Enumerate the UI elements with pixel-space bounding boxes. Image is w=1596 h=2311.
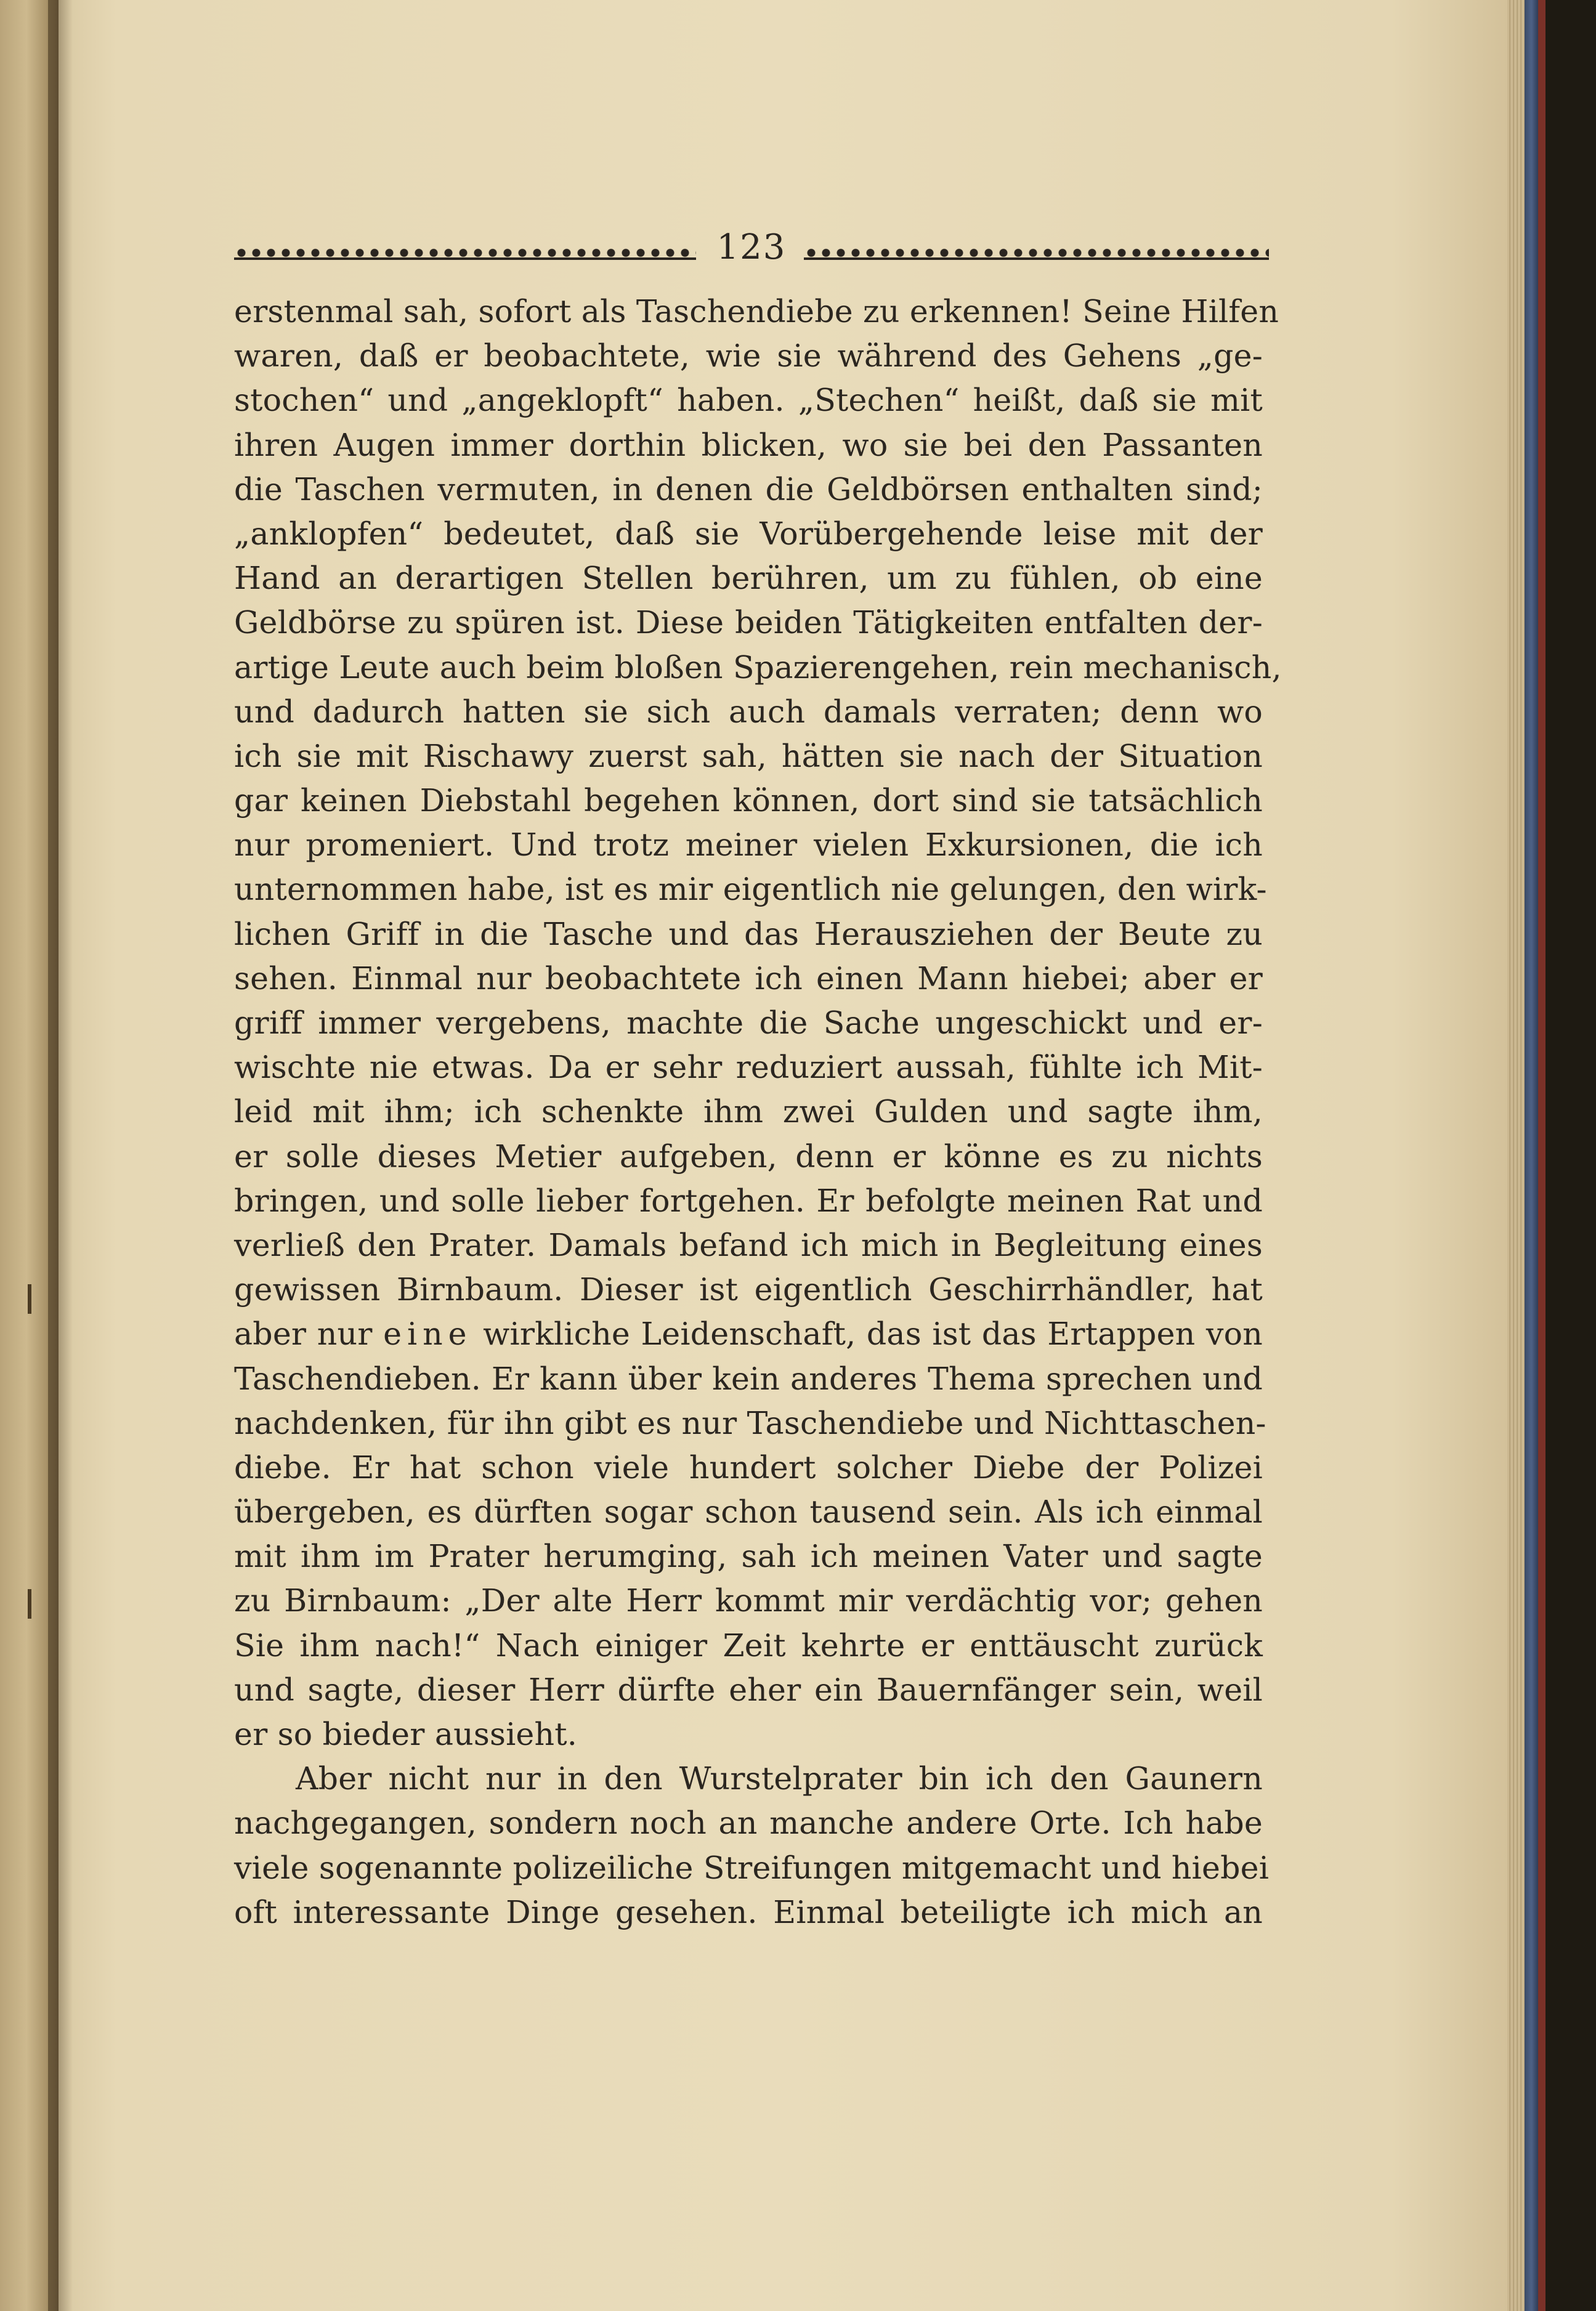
text-line: ihren Augen immer dorthin blicken, wo sie bei den Passanten <box>234 426 1263 463</box>
header-ornament-left <box>234 239 696 260</box>
text-line: lichen Griff in die Tasche und das Herausziehen der Beute zu <box>234 915 1263 952</box>
text-line: Sie ihm nach!“ Nach einiger Zeit kehrte er enttäuscht zurück <box>234 1627 1263 1664</box>
text-line: gewissen Birnbaum. Dieser ist eigentlich Geschirrhändler, hat <box>234 1271 1263 1308</box>
text-line: wischte nie etwas. Da er sehr reduziert aussah, fühlte ich Mit- <box>234 1049 1263 1086</box>
text-line: übergeben, es dürften sogar schon tausend sein. Als ich einmal <box>234 1494 1263 1531</box>
margin-mark <box>28 1589 31 1619</box>
text-line: verließ den Prater. Damals befand ich mich in Begleitung eines <box>234 1226 1263 1263</box>
text-line: nachgegangen, sondern noch an manche andere Orte. Ich habe <box>234 1805 1263 1842</box>
text-line: Aber nicht nur in den Wurstelprater bin ich den Gaunern <box>296 1760 1263 1797</box>
emphasized-word: eine <box>383 1316 472 1353</box>
text-line: ich sie mit Rischawy zuerst sah, hätten sie nach der Situation <box>234 737 1263 774</box>
text-line: sehen. Einmal nur beobachtete ich einen Mann hiebei; aber er <box>234 960 1263 997</box>
book-cover-edge <box>1525 0 1538 2311</box>
text-line: unternommen habe, ist es mir eigentlich nie gelungen, den wirk- <box>234 871 1267 908</box>
book-cover-red-edge <box>1538 0 1545 2311</box>
text-line: oft interessante Dinge gesehen. Einmal beteiligte ich mich an <box>234 1893 1263 1930</box>
text-line: artige Leute auch beim bloßen Spazierengehen, rein mechanisch, <box>234 649 1282 686</box>
text-line: viele sogenannte polizeiliche Streifungen mitgemacht und hiebei <box>234 1849 1270 1886</box>
text-line: Hand an derartigen Stellen berühren, um zu fühlen, ob eine <box>234 560 1263 597</box>
text-segment: aber nur <box>234 1316 373 1353</box>
text-line: er so bieder aussieht. <box>234 1716 577 1752</box>
text-line: Taschendieben. Er kann über kein anderes Thema sprechen und <box>234 1360 1263 1397</box>
text-line: bringen, und solle lieber fortgehen. Er befolgte meinen Rat und <box>234 1182 1263 1219</box>
text-segment: wirkliche Leidenschaft, das ist das Ertappen von <box>483 1316 1263 1353</box>
text-line: und sagte, dieser Herr dürfte eher ein Bauernfänger sein, weil <box>234 1671 1263 1708</box>
page-stack-edge <box>1507 0 1525 2311</box>
text-line: erstenmal sah, sofort als Taschendiebe zu erkennen! Seine Hilfen <box>234 293 1279 330</box>
margin-mark <box>28 1284 31 1314</box>
text-line: griff immer vergebens, machte die Sache ungeschickt und er- <box>234 1005 1263 1041</box>
text-line: stochen“ und „angeklopft“ haben. „Stechen“ heißt, daß sie mit <box>234 382 1263 419</box>
running-header <box>234 229 1269 272</box>
text-line: leid mit ihm; ich schenkte ihm zwei Gulden und sagte ihm, <box>234 1093 1263 1130</box>
text-line: nachdenken, für ihn gibt es nur Taschendiebe und Nichttaschen- <box>234 1404 1266 1441</box>
body-text <box>234 289 1282 1935</box>
text-line: diebe. Er hat schon viele hundert solcher Diebe der Polizei <box>234 1449 1263 1486</box>
text-line: waren, daß er beobachtete, wie sie während des Gehens „ge- <box>234 338 1263 374</box>
scan-margin <box>1545 0 1596 2311</box>
text-line: die Taschen vermuten, in denen die Geldbörsen enthalten sind; <box>234 471 1263 508</box>
text-line: Geldbörse zu spüren ist. Diese beiden Tätigkeiten entfalten der- <box>234 604 1263 641</box>
text-line: nur promeniert. Und trotz meiner vielen Exkursionen, die ich <box>234 827 1263 864</box>
text-line <box>234 1312 1263 1356</box>
text-line: er solle dieses Metier aufgeben, denn er könne es zu nichts <box>234 1138 1263 1175</box>
page-number: 123 <box>716 227 787 267</box>
text-line: „anklopfen“ bedeutet, daß sie Vorübergehende leise mit der <box>234 515 1263 552</box>
text-line: zu Birnbaum: „Der alte Herr kommt mir verdächtig vor; gehen <box>234 1582 1263 1619</box>
header-ornament-right <box>804 239 1269 260</box>
text-line: mit ihm im Prater herumging, sah ich meinen Vater und sagte <box>234 1538 1263 1575</box>
text-line: und dadurch hatten sie sich auch damals verraten; denn wo <box>234 693 1263 730</box>
binding-shadow <box>48 0 73 2311</box>
text-line: gar keinen Diebstahl begehen können, dort sind sie tatsächlich <box>234 782 1263 819</box>
